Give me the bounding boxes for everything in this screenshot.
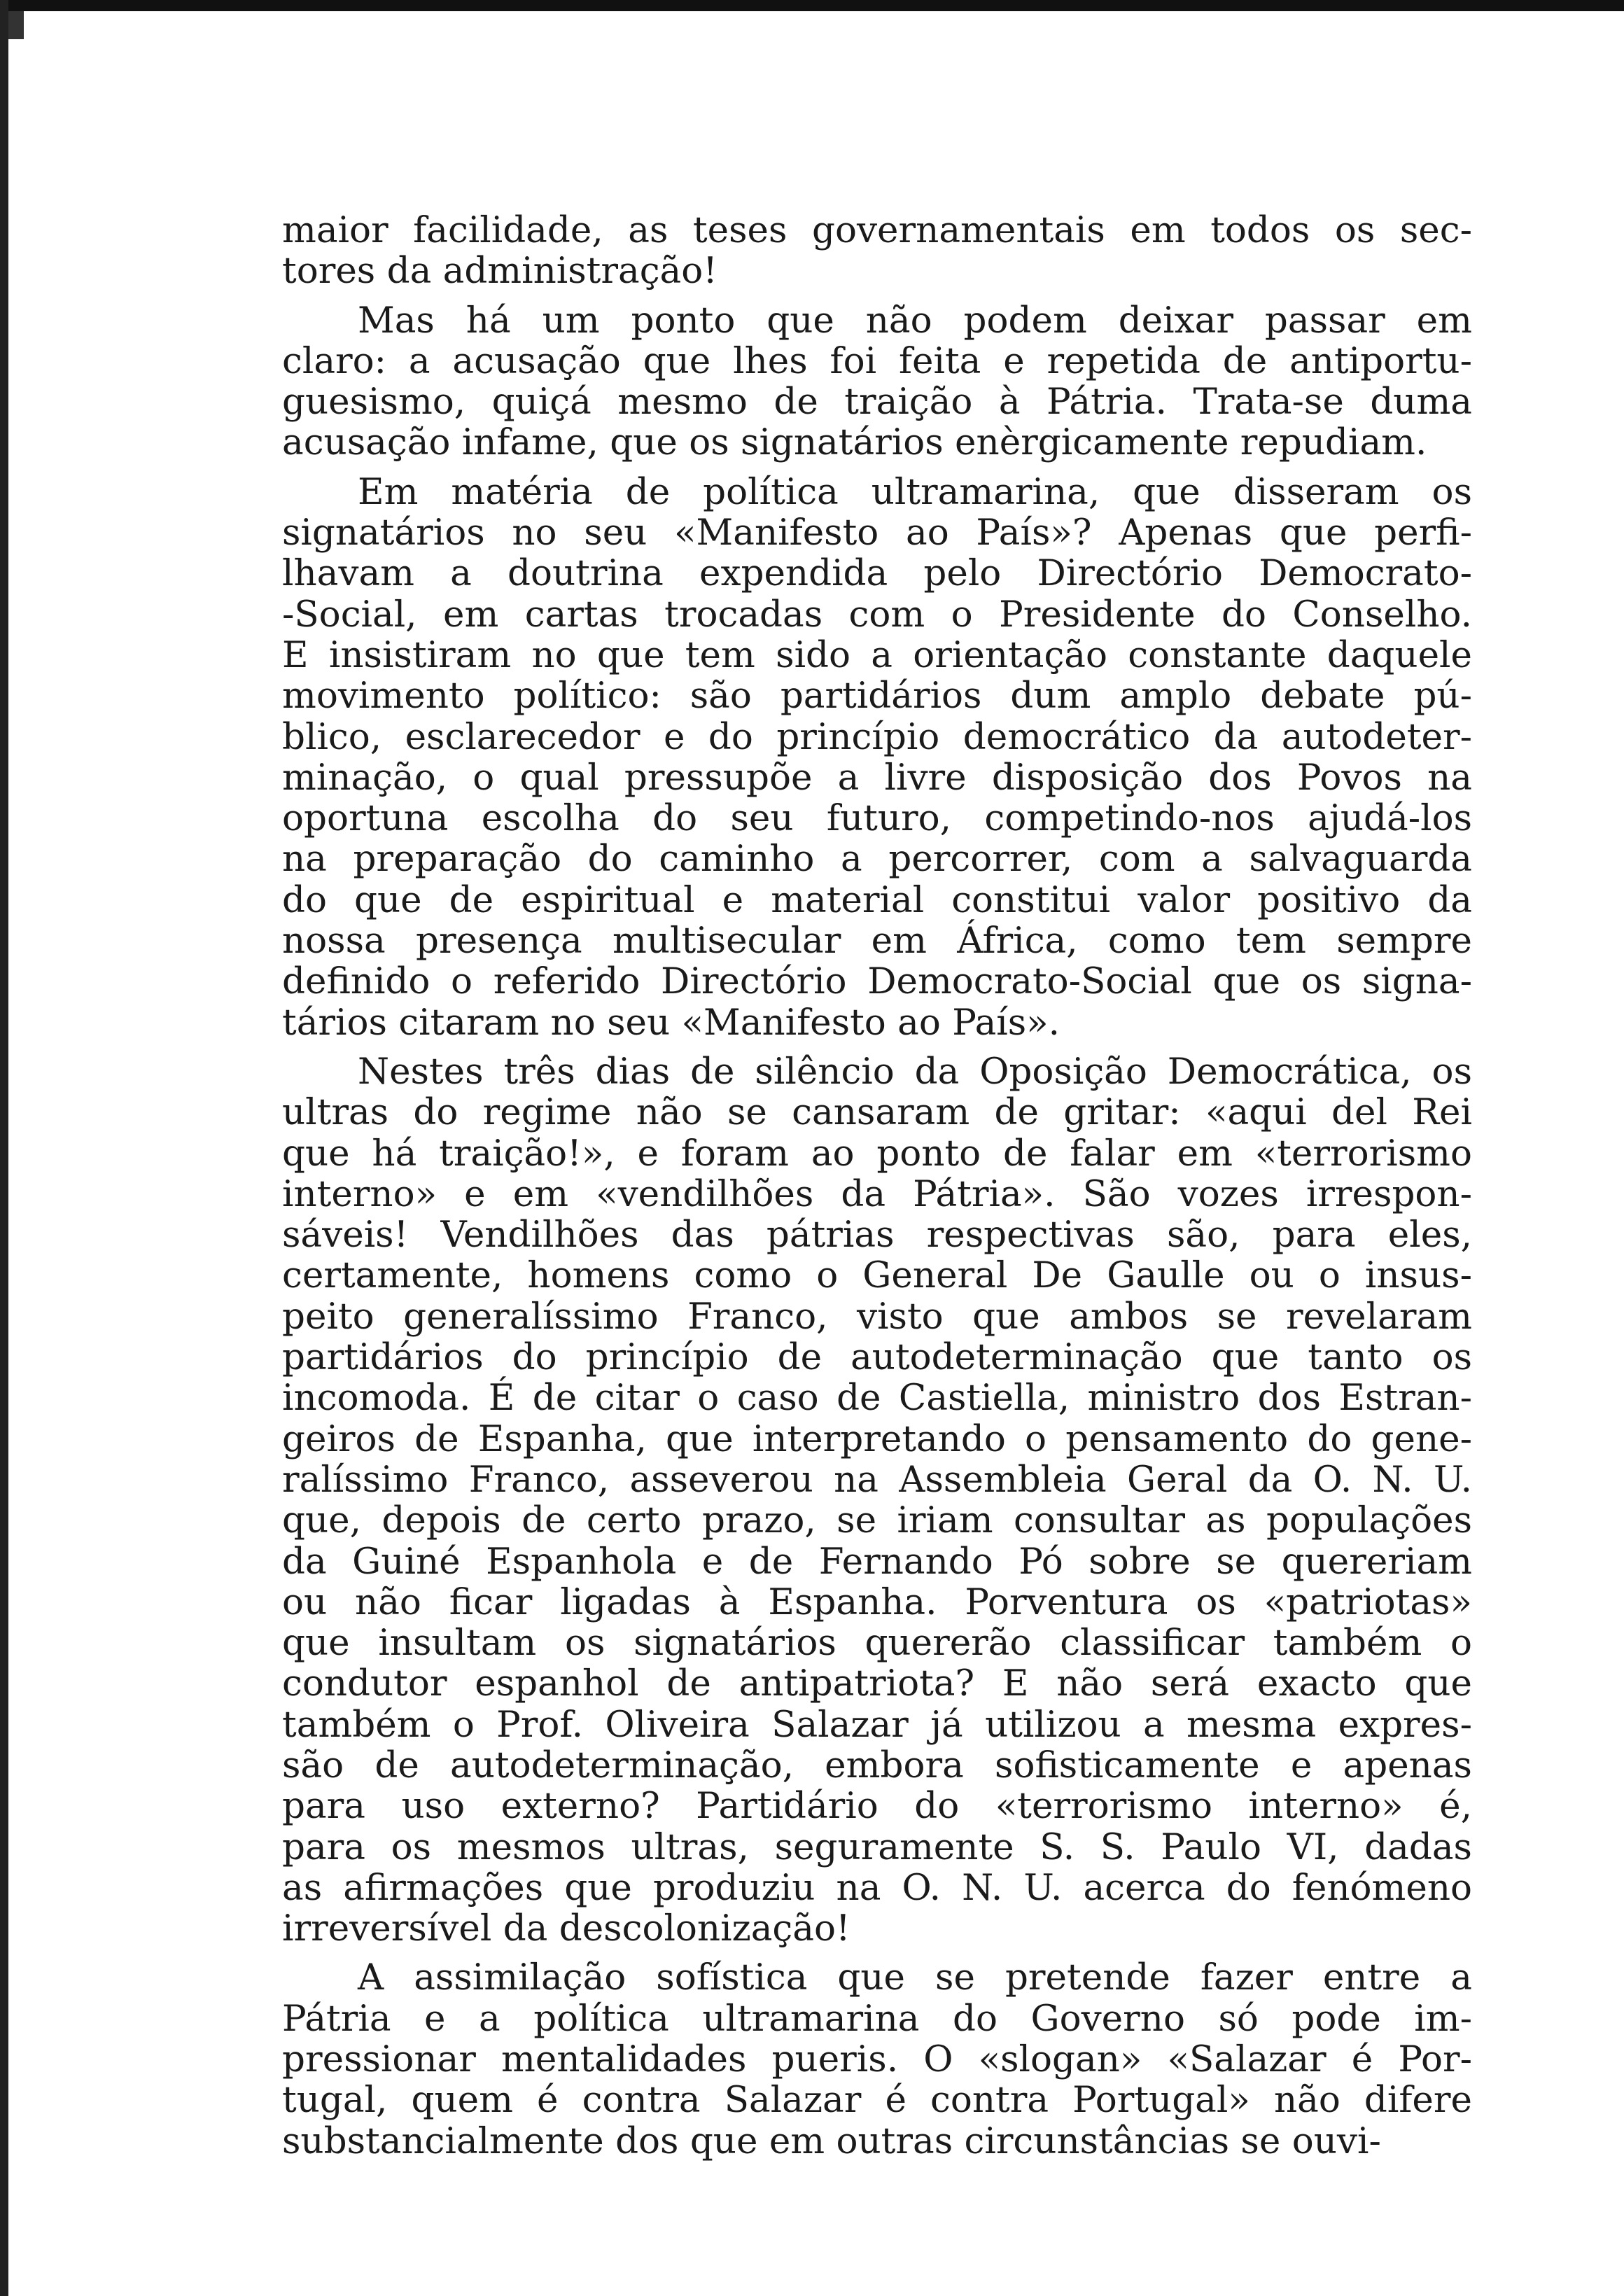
paragraph [282,300,1472,463]
text-line: movimento político: são partidários dum amplo debate pú- [282,675,1472,718]
text-line: acusação infame, que os signatários enèrgicamente repudiam. [282,421,1427,464]
text-line: E insistiram no que tem sido a orientação constante daquele [282,634,1472,676]
text-line: interno» e em «vendilhões da Pátria». São vozes irrespon- [282,1172,1472,1215]
text-line: partidários do princípio de autodeterminação que tanto os [282,1336,1472,1379]
text-line: sáveis! Vendilhões das pátrias respectivas são, para eles, [282,1214,1472,1256]
text-line: peito generalíssimo Franco, visto que ambos se revelaram [282,1295,1472,1338]
text-line: substancialmente dos que em outras circunstâncias se ouvi- [282,2120,1381,2162]
text-line: claro: a acusação que lhes foi feita e repetida de antiportu- [282,340,1472,382]
text-line: são de autodeterminação, embora sofisticamente e apenas [282,1744,1472,1786]
text-line: Mas há um ponto que não podem deixar passar em [358,299,1472,342]
text-line: as afirmações que produziu na O. N. U. acerca do fenómeno [282,1866,1472,1909]
paragraph [282,472,1472,1043]
text-line: incomoda. É de citar o caso de Castiella, ministro dos Estran- [282,1377,1472,1420]
text-line: irreversível da descolonização! [282,1907,850,1950]
paragraph [282,210,1472,292]
page-body-text [282,210,1472,2170]
text-line: lhavam a doutrina expendida pelo Directório Democrato- [282,552,1472,595]
text-line: minação, o qual pressupõe a livre disposição dos Povos na [282,756,1472,799]
text-line: tores da administração! [282,250,718,293]
text-line: também o Prof. Oliveira Salazar já utilizou a mesma expres- [282,1703,1472,1746]
text-line: do que de espiritual e material constitui valor positivo da [282,878,1472,921]
text-line: nossa presença multisecular em África, como tem sempre [282,920,1472,962]
text-line: ralíssimo Franco, asseverou na Assembleia Geral da O. N. U. [282,1458,1472,1501]
text-line: certamente, homens como o General De Gaulle ou o insus- [282,1254,1472,1297]
text-line: pressionar mentalidades pueris. O «slogan» «Salazar é Por- [282,2038,1472,2081]
text-line: oportuna escolha do seu futuro, competindo-nos ajudá-los [282,797,1472,840]
scan-corner-mark [8,11,24,39]
text-line: Nestes três dias de silêncio da Oposição Democrática, os [358,1050,1472,1093]
text-line: para uso externo? Partidário do «terrorismo interno» é, [282,1785,1472,1828]
text-line: -Social, em cartas trocadas com o Presidente do Conselho. [282,593,1472,636]
text-line: condutor espanhol de antipatriota? E não será exacto que [282,1662,1472,1705]
text-line: definido o referido Directório Democrato-Social que os signa- [282,960,1472,1003]
text-line: blico, esclarecedor e do princípio democrático da autodeter- [282,715,1472,758]
text-line: que insultam os signatários quererão classificar também o [282,1622,1472,1665]
text-line: tários citaram no seu «Manifesto ao País». [282,1001,1060,1044]
text-line: da Guiné Espanhola e de Fernando Pó sobre se quereriam [282,1540,1472,1583]
text-line: guesismo, quiçá mesmo de traição à Pátria. Trata-se duma [282,381,1472,424]
text-line: na preparação do caminho a percorrer, com a salvaguarda [282,838,1472,881]
text-line: signatários no seu «Manifesto ao País»? Apenas que perfi- [282,512,1472,554]
text-line: que, depois de certo prazo, se iriam consultar as populações [282,1499,1472,1542]
paragraph [282,1957,1472,2161]
text-line: maior facilidade, as teses governamentais em todos os sec- [282,209,1472,251]
text-line: geiros de Espanha, que interpretando o pensamento do gene- [282,1418,1472,1460]
text-line: Em matéria de política ultramarina, que disseram os [358,470,1472,513]
text-line: que há traição!», e foram ao ponto de falar em «terrorismo [282,1132,1472,1175]
scan-left-border [0,0,8,2296]
text-line: Pátria e a política ultramarina do Governo só pode im- [282,1997,1472,2040]
text-line: para os mesmos ultras, seguramente S. S. Paulo VI, dadas [282,1826,1472,1868]
paragraph [282,1051,1472,1949]
scan-top-border [0,0,1624,11]
text-line: tugal, quem é contra Salazar é contra Portugal» não difere [282,2079,1472,2122]
text-line: ultras do regime não se cansaram de gritar: «aqui del Rei [282,1091,1472,1134]
text-line: A assimilação sofística que se pretende fazer entre a [358,1956,1472,1999]
text-line: ou não ficar ligadas à Espanha. Porventura os «patriotas» [282,1581,1472,1623]
